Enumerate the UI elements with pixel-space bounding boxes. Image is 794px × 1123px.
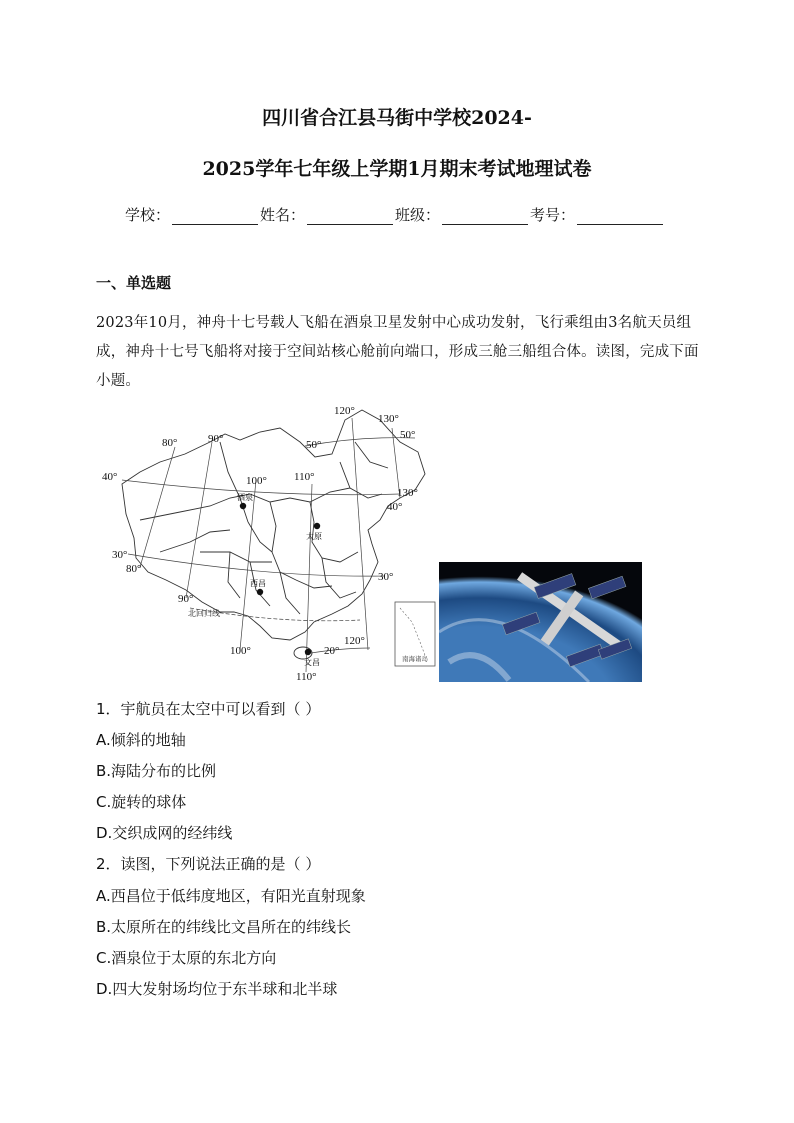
meridian-120 [352, 418, 368, 650]
question-stem: 2023年10月，神舟十七号载人飞船在酒泉卫星发射中心成功发射，飞行乘组由3名航天员组成，神舟十七号飞船将对接于空间站核心舱前向端口，形成三舱三船组合体。读图，完成下面小题。 [96, 315, 699, 389]
lon-label-110-bottom: 110° [296, 671, 317, 683]
jiuquan-dot [240, 503, 246, 509]
lon-label-90-top: 90° [208, 433, 224, 445]
school-blank[interactable] [172, 210, 258, 225]
question-2-option-b[interactable]: B.太原所在的纬线比文昌所在的纬线长 [96, 918, 352, 936]
lon-label-130-top: 130° [378, 413, 399, 425]
lon-label-80-bottom: 80° [126, 563, 142, 575]
lat-label-50-right: 50° [400, 429, 416, 441]
tropic-label: 北回归线 [188, 609, 220, 618]
lon-label-80-top: 80° [162, 437, 178, 449]
jiuquan-label: 酒泉 [237, 493, 253, 502]
exam-number-blank[interactable] [577, 210, 663, 225]
question-2-option-c[interactable]: C.酒泉位于太原的东北方向 [96, 949, 277, 967]
meridian-90 [186, 442, 212, 598]
xichang-dot [257, 589, 263, 595]
inset-label: 南海诸岛 [402, 656, 428, 663]
lat-label-40-right: 40° [387, 501, 403, 513]
wenchang-label: 文昌 [304, 658, 320, 667]
lon-label-90-bottom: 90° [178, 593, 194, 605]
question-1-stem: 1．宇航员在太空中可以看到（ ） [96, 700, 321, 718]
name-blank[interactable] [307, 210, 393, 225]
lat-label-20: 20° [324, 645, 340, 657]
school-label: 学校： [125, 206, 171, 224]
student-info-row [125, 204, 665, 225]
lon-label-110-top: 110° [294, 471, 315, 483]
class-blank[interactable] [442, 210, 528, 225]
name-label: 姓名： [260, 206, 306, 224]
class-label: 班级： [395, 206, 441, 224]
lon-label-120-bottom: 120° [344, 635, 365, 647]
degree-labels [102, 405, 418, 683]
question-1-option-a[interactable]: A.倾斜的地轴 [96, 731, 186, 749]
lon-label-100-top: 100° [246, 475, 267, 487]
lon-label-120-top: 120° [334, 405, 355, 417]
parallel-50 [305, 438, 415, 446]
section-heading: 一、单选题 [96, 274, 172, 292]
page-title-line2: 2025学年七年级上学期1月期末考试地理试卷 [202, 158, 592, 180]
space-station-photo [439, 562, 642, 682]
lon-label-100-bottom: 100° [230, 645, 251, 657]
taiyuan-dot [314, 523, 320, 529]
page-title-line1: 四川省合江县马街中学校2024- [262, 107, 532, 129]
question-1-option-b[interactable]: B.海陆分布的比例 [96, 762, 217, 780]
meridian-110 [306, 484, 312, 672]
xichang-label: 西昌 [250, 579, 266, 588]
lat-label-30-right: 30° [378, 571, 394, 583]
lat-label-40-left: 40° [102, 471, 118, 483]
question-2-option-a[interactable]: A.西昌位于低纬度地区，有阳光直射现象 [96, 887, 366, 905]
china-map-figure [100, 402, 445, 684]
wenchang-dot [305, 649, 311, 655]
question-2-stem: 2．读图，下列说法正确的是（ ） [96, 855, 321, 873]
question-1-option-d[interactable]: D.交织成网的经纬线 [96, 824, 233, 842]
taiyuan-label: 太原 [306, 532, 322, 541]
question-1-option-c[interactable]: C.旋转的球体 [96, 793, 187, 811]
lat-label-50-left: 50° [306, 439, 322, 451]
lat-label-30-left: 30° [112, 549, 128, 561]
exam-number-label: 考号： [530, 206, 576, 224]
parallel-30 [128, 554, 385, 576]
lon-label-130-right: 130° [397, 487, 418, 499]
question-2-option-d[interactable]: D.四大发射场均位于东半球和北半球 [96, 980, 338, 998]
